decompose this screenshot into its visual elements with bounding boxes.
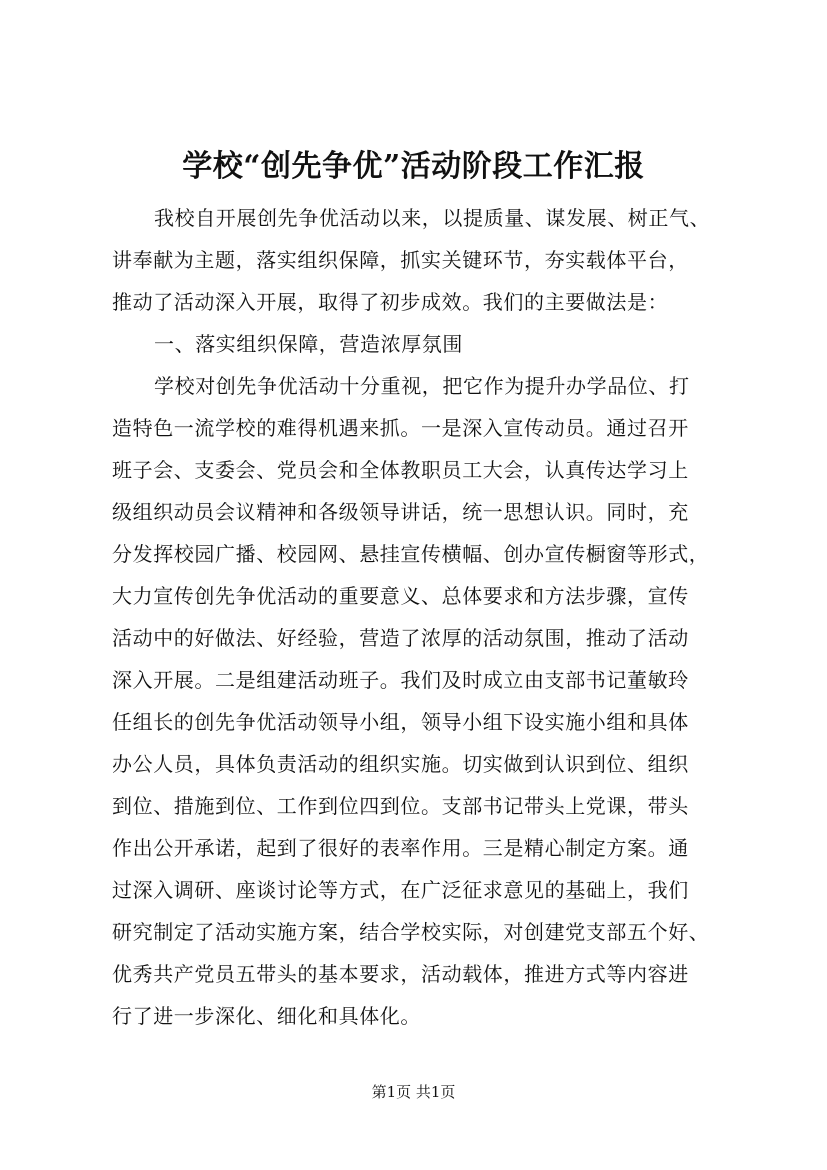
text-line: 任组长的创先争优活动领导小组，领导小组下设实施小组和具体	[112, 710, 689, 734]
text-line: 到位、措施到位、工作到位四到位。支部书记带头上党课，带头	[112, 794, 689, 818]
text-line: 活动中的好做法、好经验，营造了浓厚的活动氛围，推动了活动	[112, 626, 689, 650]
document-body	[112, 197, 732, 1037]
text-line: 深入开展。二是组建活动班子。我们及时成立由支部书记董敏玲	[112, 668, 689, 692]
document-title: 学校“创先争优”活动阶段工作汇报	[182, 149, 645, 184]
text-line: 推动了活动深入开展，取得了初步成效。我们的主要做法是：	[112, 290, 669, 314]
text-line: 大力宣传创先争优活动的重要意义、总体要求和方法步骤，宣传	[112, 584, 689, 608]
text-line: 行了进一步深化、细化和具体化。	[112, 1004, 421, 1028]
text-line: 分发挥校园广播、校园网、悬挂宣传横幅、创办宣传橱窗等形式，	[112, 542, 710, 566]
text-line: 造特色一流学校的难得机遇来抓。一是深入宣传动员。通过召开	[112, 416, 689, 440]
page-footer: 第1页 共1页	[371, 1083, 456, 1101]
text-line: 办公人员，具体负责活动的组织实施。切实做到认识到位、组织	[112, 752, 689, 776]
text-line: 级组织动员会议精神和各级领导讲话，统一思想认识。同时，充	[112, 500, 689, 524]
text-line: 过深入调研、座谈讨论等方式，在广泛征求意见的基础上，我们	[112, 878, 689, 902]
text-line: 优秀共产党员五带头的基本要求，活动载体，推进方式等内容进	[112, 962, 689, 986]
text-line: 讲奉献为主题，落实组织保障，抓实关键环节，夯实载体平台，	[112, 248, 689, 272]
text-line: 学校对创先争优活动十分重视，把它作为提升办学品位、打	[154, 374, 690, 398]
text-line: 作出公开承诺，起到了很好的表率作用。三是精心制定方案。通	[112, 836, 689, 860]
text-line: 一、落实组织保障，营造浓厚氛围	[154, 332, 463, 356]
text-line: 班子会、支委会、党员会和全体教职员工大会，认真传达学习上	[112, 458, 689, 482]
text-line: 我校自开展创先争优活动以来，以提质量、谋发展、树正气、	[154, 206, 711, 230]
text-line: 研究制定了活动实施方案，结合学校实际，对创建党支部五个好、	[112, 920, 710, 944]
